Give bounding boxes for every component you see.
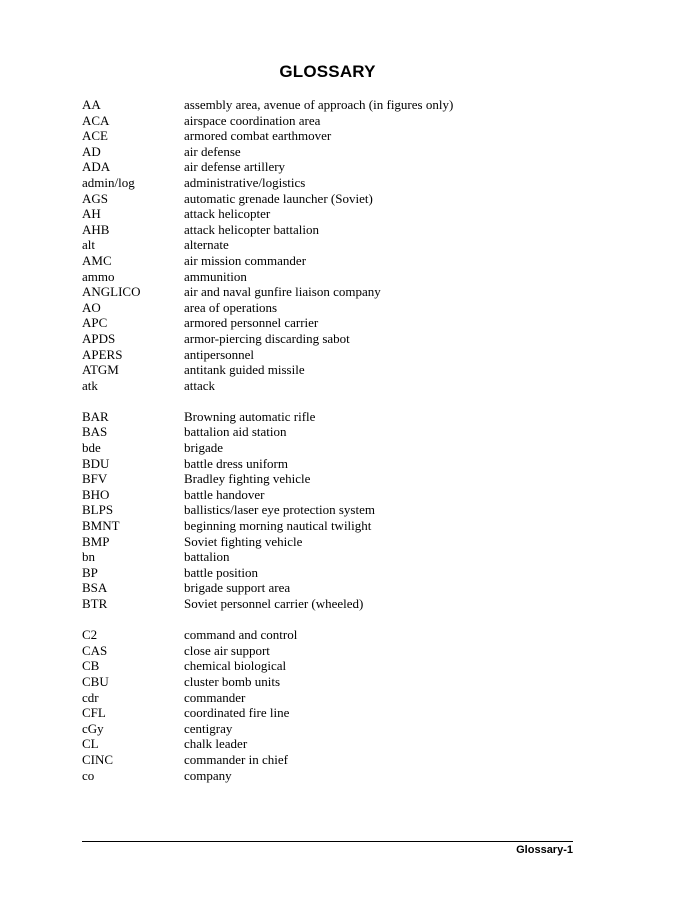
glossary-term: ammo xyxy=(82,268,115,284)
glossary-entry xyxy=(82,752,602,768)
glossary-definition: battle handover xyxy=(184,486,265,502)
glossary-entry xyxy=(82,565,602,581)
glossary-term: C2 xyxy=(82,627,98,643)
glossary-entry xyxy=(82,736,602,752)
glossary-definition: Bradley fighting vehicle xyxy=(184,471,311,487)
glossary-definition: Browning automatic rifle xyxy=(184,408,316,424)
glossary-entry xyxy=(82,705,602,721)
glossary-definition: battle position xyxy=(184,564,259,580)
glossary-definition: air defense artillery xyxy=(184,159,286,175)
glossary-definition: air defense xyxy=(184,143,241,159)
glossary-entry xyxy=(82,331,602,347)
glossary-entry xyxy=(82,206,602,222)
glossary-definition: brigade support area xyxy=(184,580,291,596)
glossary-definition: battalion aid station xyxy=(184,424,287,440)
glossary-definition: commander xyxy=(184,689,246,705)
glossary-term: bn xyxy=(82,549,95,565)
glossary-definition: armor-piercing discarding sabot xyxy=(184,330,350,346)
glossary-entry xyxy=(82,175,602,191)
glossary-entry xyxy=(82,549,602,565)
glossary-definition: alternate xyxy=(184,237,229,253)
glossary-section xyxy=(82,409,602,612)
glossary-entry xyxy=(82,596,602,612)
glossary-term: admin/log xyxy=(82,174,135,190)
glossary-term: AHB xyxy=(82,221,110,237)
glossary-definition: battalion xyxy=(184,549,230,565)
glossary-term: BLPS xyxy=(82,502,114,518)
glossary-definition: brigade xyxy=(184,440,223,456)
glossary-term: AA xyxy=(82,97,101,112)
glossary-definition: antipersonnel xyxy=(184,346,255,362)
glossary-term: CAS xyxy=(82,642,108,658)
glossary-definition: company xyxy=(184,767,232,783)
glossary-entry xyxy=(82,627,602,643)
glossary-entry xyxy=(82,471,602,487)
glossary-definition: centigray xyxy=(184,720,233,736)
glossary-term: BTR xyxy=(82,596,108,611)
glossary-term: CINC xyxy=(82,751,114,767)
glossary-section xyxy=(82,627,602,783)
glossary-term: BAR xyxy=(82,408,109,424)
glossary-entry xyxy=(82,456,602,472)
glossary-entry xyxy=(82,284,602,300)
glossary-definition: command and control xyxy=(184,627,298,643)
glossary-term: cGy xyxy=(82,720,104,736)
glossary-definition: automatic grenade launcher (Soviet) xyxy=(184,190,373,206)
glossary-definition: air mission commander xyxy=(184,252,307,268)
glossary-definition: ballistics/laser eye protection system xyxy=(184,502,375,518)
glossary-definition: coordinated fire line xyxy=(184,705,290,721)
footer-divider xyxy=(82,841,573,842)
glossary-definition: battle dress uniform xyxy=(184,455,288,471)
glossary-term: AGS xyxy=(82,190,109,206)
glossary-entry xyxy=(82,113,602,129)
page-title: GLOSSARY xyxy=(279,62,376,81)
glossary-list xyxy=(82,97,602,799)
glossary-term: APERS xyxy=(82,346,123,362)
glossary-term: co xyxy=(82,767,95,783)
glossary-term: BMNT xyxy=(82,518,120,534)
glossary-term: AH xyxy=(82,206,101,222)
glossary-definition: air and naval gunfire liaison company xyxy=(184,284,381,300)
glossary-entry xyxy=(82,300,602,316)
glossary-entry xyxy=(82,518,602,534)
glossary-definition: cluster bomb units xyxy=(184,673,281,689)
glossary-entry xyxy=(82,534,602,550)
glossary-definition: attack helicopter xyxy=(184,206,271,222)
glossary-term: ADA xyxy=(82,159,111,175)
glossary-term: alt xyxy=(82,237,95,253)
glossary-term: cdr xyxy=(82,689,99,705)
glossary-definition: beginning morning nautical twilight xyxy=(184,518,372,534)
glossary-term: CB xyxy=(82,658,100,674)
glossary-term: ATGM xyxy=(82,362,119,378)
glossary-definition: area of operations xyxy=(184,299,278,315)
glossary-entry xyxy=(82,768,602,784)
glossary-definition: close air support xyxy=(184,642,270,658)
glossary-term: bde xyxy=(82,440,101,456)
glossary-term: APC xyxy=(82,315,108,331)
glossary-term: CL xyxy=(82,736,99,752)
glossary-term: BMP xyxy=(82,533,110,549)
glossary-entry xyxy=(82,440,602,456)
glossary-entry xyxy=(82,362,602,378)
glossary-entry xyxy=(82,502,602,518)
glossary-entry xyxy=(82,222,602,238)
glossary-term: BHO xyxy=(82,486,110,502)
glossary-entry xyxy=(82,674,602,690)
glossary-term: BDU xyxy=(82,455,110,471)
glossary-term: atk xyxy=(82,377,98,393)
glossary-entry xyxy=(82,315,602,331)
glossary-entry xyxy=(82,580,602,596)
glossary-entry xyxy=(82,378,602,394)
glossary-entry xyxy=(82,424,602,440)
glossary-entry xyxy=(82,128,602,144)
glossary-definition: commander in chief xyxy=(184,751,288,767)
glossary-definition: armored personnel carrier xyxy=(184,315,319,331)
glossary-entry xyxy=(82,690,602,706)
glossary-term: ANGLICO xyxy=(82,284,141,300)
glossary-definition: assembly area, avenue of approach (in figures only) xyxy=(184,97,454,112)
glossary-entry xyxy=(82,269,602,285)
glossary-definition: chemical biological xyxy=(184,658,287,674)
glossary-term: APDS xyxy=(82,330,116,346)
glossary-definition: Soviet personnel carrier (wheeled) xyxy=(184,596,364,611)
glossary-definition: chalk leader xyxy=(184,736,248,752)
glossary-term: BP xyxy=(82,564,98,580)
glossary-entry xyxy=(82,643,602,659)
glossary-entry xyxy=(82,191,602,207)
glossary-definition: administrative/logistics xyxy=(184,174,306,190)
glossary-term: AO xyxy=(82,299,101,315)
glossary-definition: ammunition xyxy=(184,268,247,284)
glossary-definition: Soviet fighting vehicle xyxy=(184,533,303,549)
glossary-term: CFL xyxy=(82,705,106,721)
glossary-term: CBU xyxy=(82,673,109,689)
glossary-definition: armored combat earthmover xyxy=(184,128,332,144)
glossary-term: BAS xyxy=(82,424,108,440)
glossary-entry xyxy=(82,487,602,503)
glossary-definition: attack helicopter battalion xyxy=(184,221,319,237)
glossary-entry xyxy=(82,658,602,674)
glossary-term: ACE xyxy=(82,128,108,144)
glossary-entry xyxy=(82,347,602,363)
glossary-entry xyxy=(82,159,602,175)
glossary-term: BFV xyxy=(82,471,108,487)
glossary-section xyxy=(82,97,602,393)
glossary-term: ACA xyxy=(82,112,110,128)
glossary-definition: antitank guided missile xyxy=(184,362,305,378)
glossary-entry xyxy=(82,721,602,737)
glossary-entry xyxy=(82,253,602,269)
glossary-entry xyxy=(82,409,602,425)
glossary-entry xyxy=(82,97,602,113)
glossary-term: BSA xyxy=(82,580,108,596)
glossary-entry xyxy=(82,144,602,160)
glossary-term: AMC xyxy=(82,252,112,268)
page-number: Glossary-1 xyxy=(516,844,573,856)
glossary-term: AD xyxy=(82,143,101,159)
glossary-entry xyxy=(82,237,602,253)
glossary-definition: attack xyxy=(184,377,216,393)
glossary-definition: airspace coordination area xyxy=(184,112,321,128)
